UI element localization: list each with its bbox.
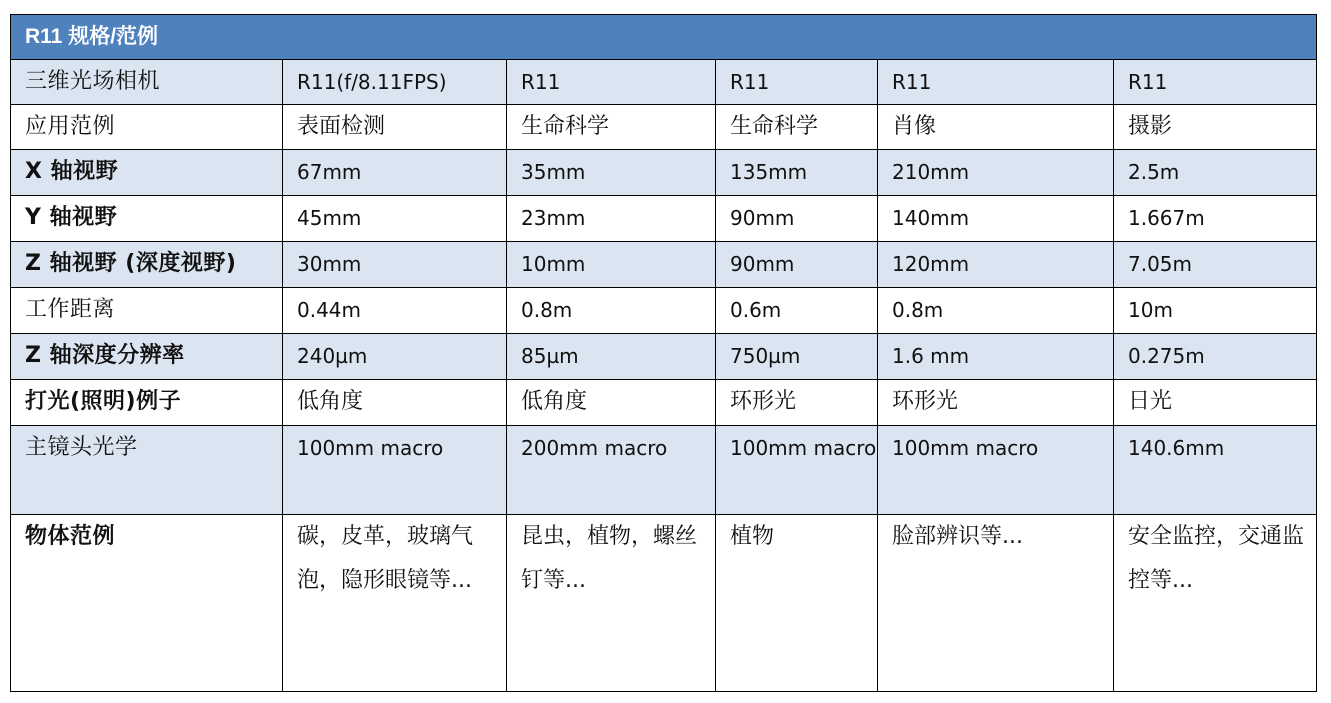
table-header-row <box>11 60 1317 105</box>
table-cell: 23mm <box>507 196 716 242</box>
table-row <box>11 105 1317 150</box>
table-cell: 0.275m <box>1114 334 1317 380</box>
table-row <box>11 288 1317 334</box>
table-cell: 750µm <box>716 334 878 380</box>
table-cell: 30mm <box>283 242 507 288</box>
row-label: 应用范例 <box>11 105 283 150</box>
table-cell: 100mm macro <box>283 426 507 515</box>
row-label: 工作距离 <box>11 288 283 334</box>
table-cell: 85µm <box>507 334 716 380</box>
row-label: 物体范例 <box>11 515 283 692</box>
table-cell: 1.667m <box>1114 196 1317 242</box>
table-cell: 安全监控，交通监控等... <box>1114 515 1317 692</box>
table-cell: 0.6m <box>716 288 878 334</box>
table-cell: 环形光 <box>716 380 878 426</box>
table-cell: 0.8m <box>878 288 1114 334</box>
table-cell: 1.6 mm <box>878 334 1114 380</box>
table-cell: 135mm <box>716 150 878 196</box>
table-cell: 45mm <box>283 196 507 242</box>
header-model: R11(f/8.11FPS) <box>283 60 507 105</box>
table-cell: 碳，皮革，玻璃气泡，隐形眼镜等... <box>283 515 507 692</box>
table-cell: 10m <box>1114 288 1317 334</box>
table-cell: 240µm <box>283 334 507 380</box>
table-cell: 200mm macro <box>507 426 716 515</box>
table-cell: 低角度 <box>283 380 507 426</box>
table-cell: 140.6mm <box>1114 426 1317 515</box>
table-row <box>11 426 1317 515</box>
table-cell: 生命科学 <box>716 105 878 150</box>
table-cell: 100mm macro <box>716 426 878 515</box>
row-label: Y 轴视野 <box>11 196 283 242</box>
header-model: R11 <box>716 60 878 105</box>
row-label: 打光(照明)例子 <box>11 380 283 426</box>
table-cell: 植物 <box>716 515 878 692</box>
row-label: Z 轴深度分辨率 <box>11 334 283 380</box>
table-row <box>11 515 1317 692</box>
header-label: 三维光场相机 <box>11 60 283 105</box>
header-model: R11 <box>1114 60 1317 105</box>
table-cell: 0.44m <box>283 288 507 334</box>
table-cell: 120mm <box>878 242 1114 288</box>
table-cell: 昆虫，植物，螺丝钉等... <box>507 515 716 692</box>
table-cell: 环形光 <box>878 380 1114 426</box>
header-model: R11 <box>507 60 716 105</box>
table-row <box>11 196 1317 242</box>
row-label: Z 轴视野 (深度视野) <box>11 242 283 288</box>
table-cell: 210mm <box>878 150 1114 196</box>
table-cell: 肖像 <box>878 105 1114 150</box>
table-cell: 表面检测 <box>283 105 507 150</box>
header-model: R11 <box>878 60 1114 105</box>
table-row <box>11 242 1317 288</box>
table-row <box>11 150 1317 196</box>
row-label: 主镜头光学 <box>11 426 283 515</box>
table-row <box>11 380 1317 426</box>
table-cell: 2.5m <box>1114 150 1317 196</box>
table-cell: 35mm <box>507 150 716 196</box>
spec-table <box>10 14 1317 692</box>
table-cell: 7.05m <box>1114 242 1317 288</box>
table-cell: 67mm <box>283 150 507 196</box>
table-title-row <box>11 15 1317 60</box>
table-cell: 140mm <box>878 196 1114 242</box>
table-cell: 生命科学 <box>507 105 716 150</box>
table-title: R11 规格/范例 <box>11 15 1317 60</box>
row-label: X 轴视野 <box>11 150 283 196</box>
table-cell: 摄影 <box>1114 105 1317 150</box>
table-cell: 90mm <box>716 196 878 242</box>
table-row <box>11 334 1317 380</box>
table-cell: 100mm macro <box>878 426 1114 515</box>
table-cell: 低角度 <box>507 380 716 426</box>
table-cell: 90mm <box>716 242 878 288</box>
table-cell: 脸部辨识等... <box>878 515 1114 692</box>
table-cell: 日光 <box>1114 380 1317 426</box>
table-cell: 10mm <box>507 242 716 288</box>
table-cell: 0.8m <box>507 288 716 334</box>
